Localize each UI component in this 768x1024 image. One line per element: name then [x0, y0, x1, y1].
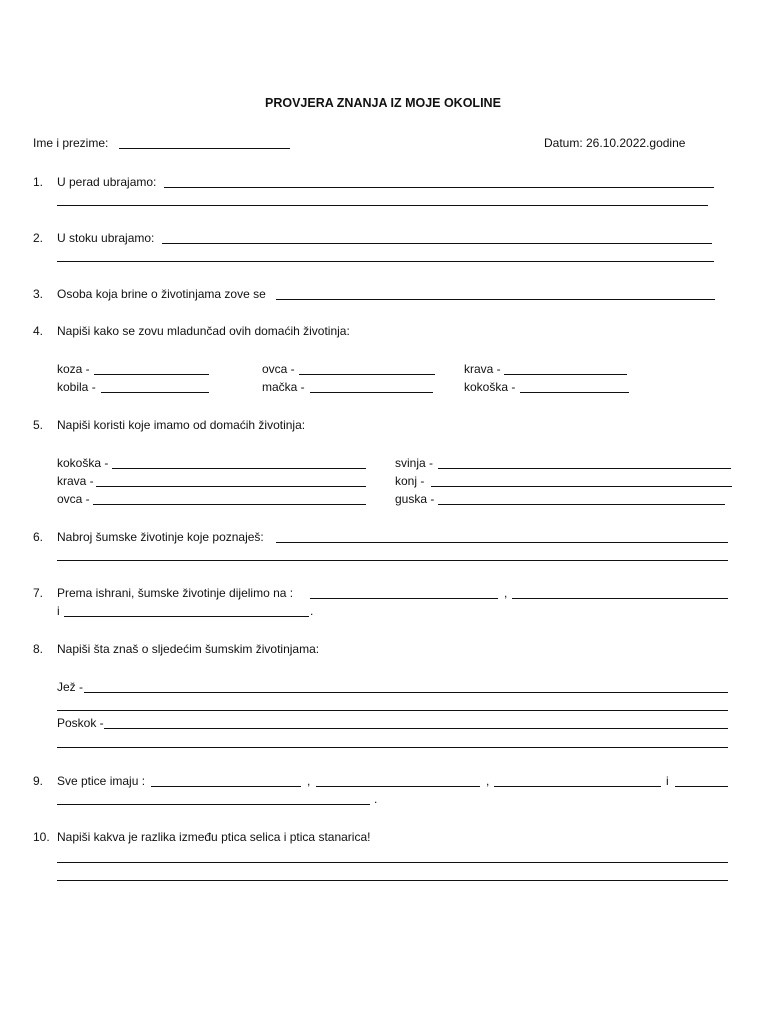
question-number: 10. [33, 830, 50, 844]
date-label: Datum: 26.10.2022.godine [544, 136, 686, 150]
answer-line[interactable] [57, 261, 714, 262]
answer-line[interactable] [94, 374, 209, 375]
answer-line[interactable] [64, 616, 309, 617]
answer-line[interactable] [57, 880, 728, 881]
separator-comma: , [307, 774, 311, 788]
answer-line[interactable] [57, 747, 728, 748]
question-text: Osoba koja brine o životinjama zove se [57, 287, 266, 301]
question-text: Nabroj šumske životinje koje poznaješ: [57, 530, 264, 544]
question-text: Napiši šta znaš o sljedećim šumskim životinjama: [57, 642, 320, 656]
animal-label: kokoška - [57, 456, 109, 470]
answer-line[interactable] [57, 804, 370, 805]
separator-comma: , [504, 586, 508, 600]
question-text: Sve ptice imaju : [57, 774, 146, 788]
answer-line[interactable] [504, 374, 627, 375]
animal-label: krava - [464, 362, 501, 376]
animal-label: Poskok - [57, 716, 104, 730]
answer-line[interactable] [494, 786, 661, 787]
answer-line[interactable] [438, 504, 725, 505]
answer-line[interactable] [431, 486, 732, 487]
animal-label: krava - [57, 474, 94, 488]
question-number: 2. [33, 231, 44, 245]
answer-line[interactable] [310, 598, 498, 599]
answer-line[interactable] [57, 560, 728, 561]
answer-line[interactable] [164, 187, 714, 188]
question-number: 7. [33, 586, 44, 600]
question-text: Napiši kakva je razlika između ptica selica i ptica stanarica! [57, 830, 371, 844]
answer-line[interactable] [276, 542, 728, 543]
animal-label: Jež - [57, 680, 84, 694]
question-text: Napiši kako se zovu mladunčad ovih domaćih životinja: [57, 324, 350, 338]
animal-label: kobila - [57, 380, 96, 394]
conjunction-and: i [57, 604, 60, 618]
question-number: 9. [33, 774, 44, 788]
question-text: U stoku ubrajamo: [57, 231, 155, 245]
animal-label: koza - [57, 362, 90, 376]
animal-label: konj - [395, 474, 425, 488]
name-label: Ime i prezime: [33, 136, 109, 150]
answer-line[interactable] [276, 299, 715, 300]
question-text: U perad ubrajamo: [57, 175, 157, 189]
animal-label: svinja - [395, 456, 434, 470]
answer-line[interactable] [101, 392, 209, 393]
answer-line[interactable] [151, 786, 301, 787]
answer-line[interactable] [57, 862, 728, 863]
conjunction-and: i [666, 774, 669, 788]
sentence-period: . [310, 604, 314, 618]
answer-line[interactable] [96, 486, 366, 487]
animal-label: ovca - [57, 492, 90, 506]
answer-line[interactable] [112, 468, 366, 469]
animal-label: kokoška - [464, 380, 516, 394]
answer-line[interactable] [520, 392, 629, 393]
answer-line[interactable] [512, 598, 728, 599]
answer-line[interactable] [57, 205, 708, 206]
question-text: Prema ishrani, šumske životinje dijelimo na : [57, 586, 294, 600]
page-title: PROVJERA ZNANJA IZ MOJE OKOLINE [265, 96, 501, 110]
question-number: 3. [33, 287, 44, 301]
answer-line[interactable] [675, 786, 728, 787]
question-number: 5. [33, 418, 44, 432]
answer-line[interactable] [438, 468, 731, 469]
answer-line[interactable] [299, 374, 435, 375]
answer-line[interactable] [93, 504, 366, 505]
answer-line[interactable] [104, 728, 728, 729]
name-field[interactable] [119, 148, 290, 149]
animal-label: ovca - [262, 362, 295, 376]
question-number: 1. [33, 175, 44, 189]
animal-label: guska - [395, 492, 435, 506]
sentence-period: . [374, 792, 378, 806]
answer-line[interactable] [57, 710, 728, 711]
answer-line[interactable] [162, 243, 712, 244]
separator-comma: , [486, 774, 490, 788]
animal-label: mačka - [262, 380, 305, 394]
answer-line[interactable] [316, 786, 480, 787]
question-number: 4. [33, 324, 44, 338]
question-number: 8. [33, 642, 44, 656]
question-text: Napiši koristi koje imamo od domaćih životinja: [57, 418, 306, 432]
answer-line[interactable] [310, 392, 433, 393]
question-number: 6. [33, 530, 44, 544]
answer-line[interactable] [84, 692, 728, 693]
